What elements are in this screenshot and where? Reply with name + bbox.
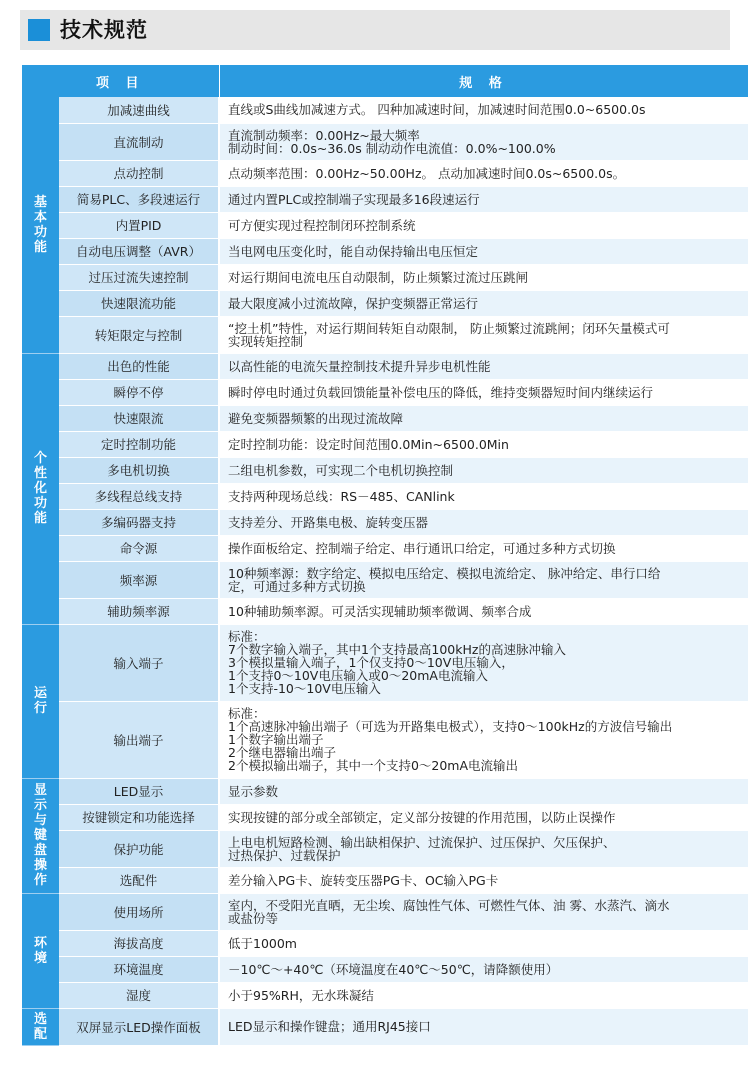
table-row	[22, 830, 748, 867]
table-row	[22, 160, 748, 186]
spec-value	[219, 830, 748, 867]
spec-line: 7个数字输入端子，其中1个支持最高100kHz的高速脉冲输入	[228, 642, 566, 657]
table-row	[22, 867, 748, 893]
spec-line: 制动时间：0.0s~36.0s 制动动作电流值：0.0%~100.0%	[228, 140, 556, 156]
item-name: 多编码器支持	[59, 509, 219, 535]
table-row	[22, 290, 748, 316]
spec-line: 显示参数	[228, 783, 279, 799]
table-row	[22, 123, 748, 160]
item-name: 海拔高度	[59, 930, 219, 956]
spec-value	[219, 457, 748, 483]
table-row	[22, 457, 748, 483]
table-row	[22, 561, 748, 598]
item-name: 快速限流	[59, 405, 219, 431]
spec-value	[219, 123, 748, 160]
spec-line: 室内，不受阳光直晒，无尘埃、腐蚀性气体、可燃性气体、油 雾、水蒸汽、滴水	[228, 897, 670, 913]
spec-line: 实现按键的部分或全部锁定，定义部分按键的作用范围，以防止误操作	[228, 809, 616, 825]
spec-line: 支持两种现场总线：RS－485、CANlink	[228, 488, 455, 504]
category-label: 选配	[33, 1011, 47, 1042]
spec-value	[219, 97, 748, 123]
category-label: 显示与键盘操作	[33, 783, 47, 888]
header-spec: 规 格	[219, 65, 748, 97]
table-header	[22, 65, 748, 97]
item-name: 过压过流失速控制	[59, 264, 219, 290]
table-row	[22, 701, 748, 778]
item-name: 频率源	[59, 561, 219, 598]
spec-line: 1个高速脉冲输出端子（可选为开路集电极式），支持0～100kHz的方波信号输出	[228, 719, 673, 734]
spec-line: 小于95%RH，无水珠凝结	[228, 987, 374, 1003]
item-name: 环境温度	[59, 956, 219, 982]
table-row	[22, 405, 748, 431]
spec-line: 1个支持0～10V电压输入或0～20mA电流输入	[228, 668, 488, 683]
item-name: 输出端子	[59, 701, 219, 778]
spec-line: LED显示和操作键盘；通用RJ45接口	[228, 1019, 431, 1034]
spec-value	[219, 483, 748, 509]
spec-line: 定，可通过多种方式切换	[228, 578, 366, 594]
spec-line: 最大限度减小过流故障，保护变频器正常运行	[228, 295, 479, 311]
spec-line: 1个支持-10～10V电压输入	[228, 681, 381, 696]
table-row	[22, 956, 748, 982]
table-row	[22, 212, 748, 238]
spec-line: 以高性能的电流矢量控制技术提升异步电机性能	[228, 358, 491, 374]
item-name: 直流制动	[59, 123, 219, 160]
item-name: 按键锁定和功能选择	[59, 804, 219, 830]
table-row	[22, 353, 748, 379]
table-row	[22, 238, 748, 264]
spec-line: 当电网电压变化时，能自动保持输出电压恒定	[228, 243, 479, 259]
spec-value	[219, 160, 748, 186]
item-name: 多电机切换	[59, 457, 219, 483]
spec-line: 通过内置PLC或控制端子实现最多16段速运行	[228, 191, 480, 207]
spec-line: 实现转矩控制	[228, 333, 304, 349]
spec-line: 差分输入PG卡、旋转变压器PG卡、OC输入PG卡	[228, 872, 499, 888]
item-name: 转矩限定与控制	[59, 316, 219, 353]
table-row	[22, 893, 748, 930]
spec-value	[219, 405, 748, 431]
spec-value	[219, 186, 748, 212]
spec-value	[219, 598, 748, 624]
table-row	[22, 535, 748, 561]
table-row	[22, 930, 748, 956]
item-name: 瞬停不停	[59, 379, 219, 405]
spec-value	[219, 561, 748, 598]
header-item: 项 目	[22, 65, 219, 97]
spec-value	[219, 778, 748, 804]
spec-value	[219, 701, 748, 778]
item-name: 简易PLC、多段速运行	[59, 186, 219, 212]
spec-line: 10种频率源：数字给定、模拟电压给定、模拟电流给定、 脉冲给定、串行口给	[228, 565, 661, 581]
spec-line: 3个模拟量输入端子，1个仅支持0～10V电压输入，	[228, 655, 514, 670]
spec-value	[219, 867, 748, 893]
spec-line: 标准：	[228, 706, 266, 721]
category-label: 环境	[33, 935, 47, 966]
spec-line: 避免变频器频繁的出现过流故障	[228, 410, 404, 426]
item-name: 多线程总线支持	[59, 483, 219, 509]
item-name: 选配件	[59, 867, 219, 893]
spec-line: 对运行期间电流电压自动限制，防止频繁过流过压跳闸	[228, 269, 529, 285]
category-label: 个性化功能	[33, 451, 47, 526]
spec-value	[219, 212, 748, 238]
spec-line: 1个数字输出端子	[228, 732, 324, 747]
item-name: 快速限流功能	[59, 290, 219, 316]
spec-line: 2个继电器输出端子	[228, 745, 336, 760]
table-row	[22, 778, 748, 804]
spec-line: 标准：	[228, 629, 266, 644]
spec-value	[219, 982, 748, 1008]
category-cell	[22, 97, 59, 353]
table-row	[22, 509, 748, 535]
category-cell	[22, 778, 59, 893]
spec-line: 或盐份等	[228, 910, 279, 926]
spec-value	[219, 238, 748, 264]
spec-line: 操作面板给定、控制端子给定、串行通讯口给定，可通过多种方式切换	[228, 540, 616, 556]
spec-value	[219, 316, 748, 353]
table-row	[22, 264, 748, 290]
category-label: 运行	[33, 686, 47, 716]
table-row	[22, 804, 748, 830]
item-name: LED显示	[59, 778, 219, 804]
item-name: 自动电压调整（AVR）	[59, 238, 219, 264]
spec-value	[219, 431, 748, 457]
spec-value	[219, 264, 748, 290]
spec-value	[219, 624, 748, 701]
spec-line: －10℃～+40℃（环境温度在40℃～50℃，请降额使用）	[228, 961, 559, 977]
table-row	[22, 483, 748, 509]
item-name: 使用场所	[59, 893, 219, 930]
spec-value	[219, 1008, 748, 1045]
spec-line: 低于1000m	[228, 935, 297, 951]
spec-line: 上电电机短路检测、输出缺相保护、过流保护、过压保护、欠压保护、	[228, 834, 616, 850]
item-name: 出色的性能	[59, 353, 219, 379]
title-bar	[20, 10, 730, 50]
spec-line: 可方便实现过程控制闭环控制系统	[228, 217, 416, 233]
category-cell	[22, 893, 59, 1008]
item-name: 命令源	[59, 535, 219, 561]
spec-line: 直流制动频率：0.00Hz~最大频率	[228, 127, 420, 143]
spec-value	[219, 893, 748, 930]
spec-value	[219, 804, 748, 830]
item-name: 辅助频率源	[59, 598, 219, 624]
spec-value	[219, 379, 748, 405]
category-cell	[22, 353, 59, 624]
table-row	[22, 316, 748, 353]
table-row	[22, 379, 748, 405]
category-cell	[22, 624, 59, 778]
category-cell	[22, 1008, 59, 1045]
item-name: 加减速曲线	[59, 97, 219, 123]
spec-value	[219, 535, 748, 561]
spec-line: 过热保护、过载保护	[228, 847, 341, 863]
item-name: 双屏显示LED操作面板	[59, 1008, 219, 1045]
spec-value	[219, 930, 748, 956]
spec-line: 定时控制功能：设定时间范围0.0Min~6500.0Min	[228, 436, 509, 452]
spec-line: 点动频率范围：0.00Hz~50.00Hz。 点动加减速时间0.0s~6500.0s。	[228, 165, 626, 181]
item-name: 输入端子	[59, 624, 219, 701]
spec-line: 10种辅助频率源。可灵活实现辅助频率微调、频率合成	[228, 603, 532, 619]
table-row	[22, 431, 748, 457]
table-row	[22, 624, 748, 701]
item-name: 定时控制功能	[59, 431, 219, 457]
spec-line: 瞬时停电时通过负载回馈能量补偿电压的降低，维持变频器短时间内继续运行	[228, 384, 654, 400]
category-label: 基本功能	[33, 194, 47, 255]
spec-line: 支持差分、开路集电极、旋转变压器	[228, 514, 429, 530]
spec-line: 直线或S曲线加减速方式。 四种加减速时间，加减速时间范围0.0~6500.0s	[228, 102, 646, 118]
spec-line: “挖土机”特性，对运行期间转矩自动限制， 防止频繁过流跳闸；闭环矢量模式可	[228, 320, 670, 336]
table-row	[22, 1008, 748, 1045]
table-row	[22, 982, 748, 1008]
item-name: 保护功能	[59, 830, 219, 867]
table-row	[22, 97, 748, 123]
spec-value	[219, 956, 748, 982]
spec-value	[219, 353, 748, 379]
spec-line: 二组电机参数，可实现二个电机切换控制	[228, 462, 454, 478]
spec-value	[219, 290, 748, 316]
spec-value	[219, 509, 748, 535]
item-name: 点动控制	[59, 160, 219, 186]
spec-table	[22, 65, 749, 1046]
title-square-icon	[28, 19, 50, 41]
item-name: 湿度	[59, 982, 219, 1008]
table-row	[22, 598, 748, 624]
item-name: 内置PID	[59, 212, 219, 238]
table-row	[22, 186, 748, 212]
spec-line: 2个模拟输出端子，其中一个支持0～20mA电流输出	[228, 758, 519, 773]
page-title: 技术规范	[60, 18, 148, 42]
